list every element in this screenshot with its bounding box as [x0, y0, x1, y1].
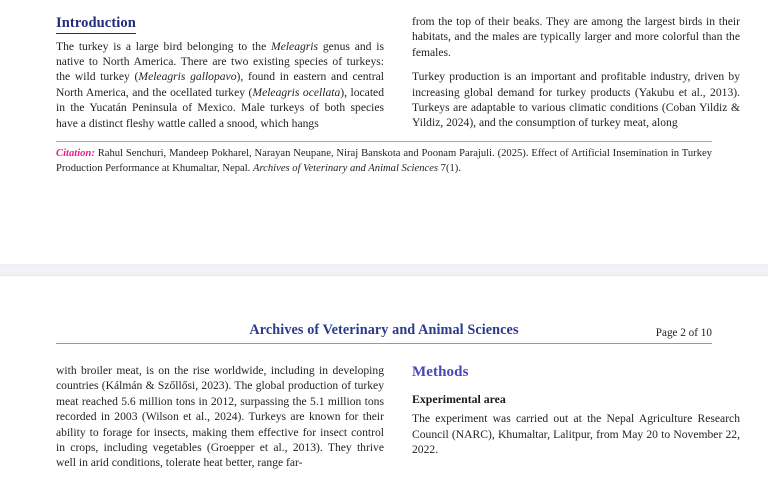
page-2-running-header: [56, 318, 712, 344]
page-number-indicator: Page 2 of 10: [655, 327, 712, 339]
page-2-columns: [56, 363, 740, 471]
document-page-2: [0, 318, 768, 497]
page-1-right-column: [412, 14, 740, 131]
introduction-heading: Introduction: [56, 15, 136, 34]
experimental-area-subheading: Experimental area: [412, 392, 506, 407]
page-1-left-column: [56, 14, 384, 131]
citation-authors-title: Rahul Senchuri, Mandeep Pokharel, Narayan Neupane, Niraj Banskota and Poonam Parajuli. (2025). Effect of Artificial Insemination in Turkey Production Performance at Khumaltar, Nepal.: [56, 148, 712, 174]
species-genus-italic: Meleagris: [271, 39, 319, 53]
page-2-left-column: [56, 363, 384, 471]
citation-label: Citation:: [56, 148, 95, 160]
page-separator-band: [0, 264, 768, 276]
page-separator: [0, 258, 768, 318]
page-1-right-paragraph-1: from the top of their beaks. They are among the largest birds in their habitats, and the males are typically larger and more colorful than the females.: [412, 15, 740, 59]
page-2-left-paragraph-1: with broiler meat, is on the rise worldwide, including in developing countries (Kálmán & Szőllősi, 2023). The global production of turkey meat reached 5.6 million tons in 2012, surpassing the 5.1 million tons recorded in 2003 (Wilson et al., 2024). Turkeys are known for their ability to forage for insects, making them effective for insect control in crops, including vegetables (Groepper et al., 2013). They thrive well in arid conditions, tolerate heat better, range far-: [56, 364, 384, 470]
intro-text-1: The turkey is a large bird belonging to the: [56, 39, 272, 53]
citation-text: [56, 147, 712, 176]
methods-heading: Methods: [412, 364, 469, 380]
citation-volume-issue: 7(1).: [438, 162, 461, 174]
page-2-right-paragraph-1: The experiment was carried out at the Nepal Agriculture Research Council (NARC), Khumaltar, Lalitpur, from May 20 to November 22, 2022.: [412, 412, 740, 457]
journal-title: Archives of Veterinary and Animal Sciences: [249, 322, 519, 338]
species-ocellata-italic: Meleagris ocellata: [252, 85, 341, 99]
intro-text-3: ), found in eastern and central North America, and the ocellated turkey (: [56, 70, 384, 99]
citation-journal-italic: Archives of Veterinary and Animal Sciences: [252, 162, 439, 174]
intro-text-4: ), located in the Yucatán Peninsula of Mexico. Male turkeys of both species have a distinct fleshy wattle called a snood, which hangs: [56, 85, 384, 130]
citation-block: [56, 141, 712, 176]
page-1-right-paragraph-2: Turkey production is an important and profitable industry, driven by increasing global demand for turkey products (Yakubu et al., 2013). Turkeys are adaptable to various climatic conditions (Coban Yildiz & Yildiz, 2024), and the consumption of turkey meat, along: [412, 70, 740, 130]
page-2-right-column: [412, 363, 740, 471]
page-1-columns: [56, 14, 740, 131]
intro-text-2: genus and is native to North America. There are two existing species of turkeys: the wild turkey (: [56, 39, 385, 84]
introduction-paragraph: [56, 39, 384, 131]
species-gallopavo-italic: Meleagris gallopavo: [138, 70, 237, 84]
